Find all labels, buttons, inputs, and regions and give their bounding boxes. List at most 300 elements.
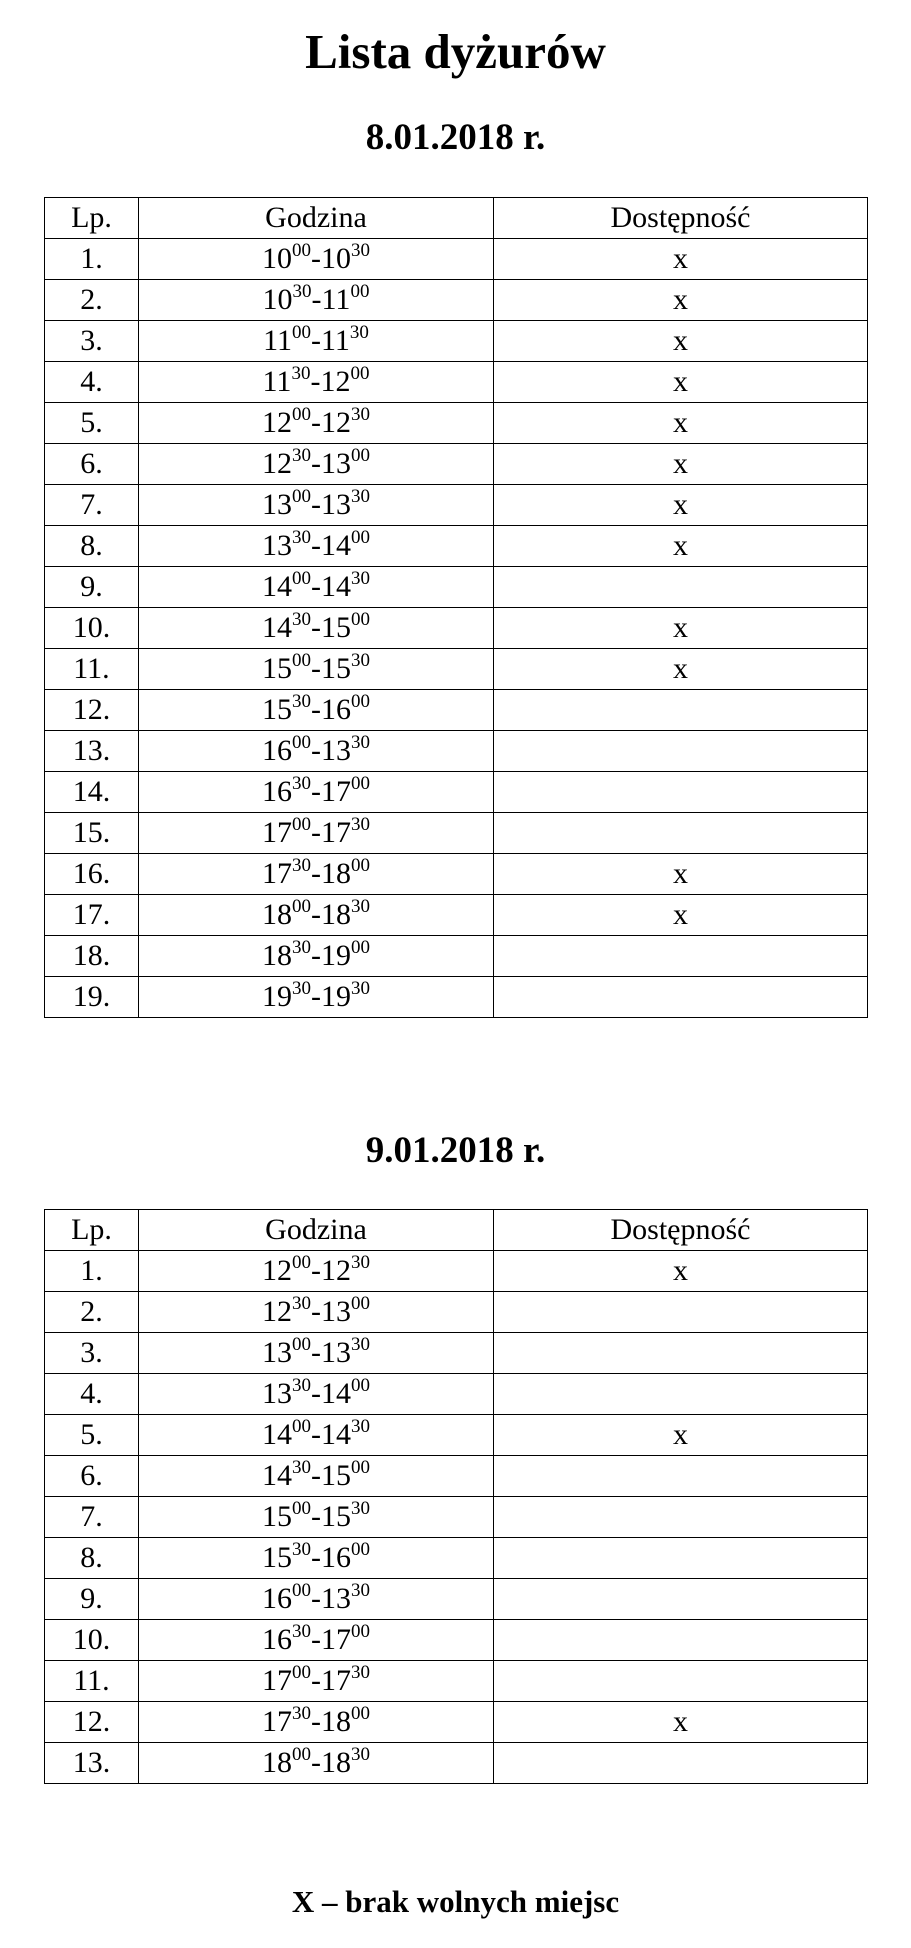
table-row [45,772,868,813]
range-dash: - [311,1459,321,1492]
range-dash: - [311,1664,321,1697]
end-minutes: 30 [351,1498,370,1519]
end-hour: 14 [321,529,351,562]
column-header-lp: Lp. [45,1210,139,1251]
end-minutes: 00 [351,527,370,548]
availability-mark: x [494,1415,868,1456]
range-dash: - [311,1582,321,1615]
end-hour: 11 [321,283,351,316]
start-hour: 14 [262,611,292,644]
end-minutes: 00 [351,1703,370,1724]
start-minutes: 30 [292,1293,311,1314]
end-hour: 19 [321,939,351,972]
row-number: 1. [45,1251,139,1292]
start-hour: 15 [262,693,292,726]
start-minutes: 30 [292,281,312,302]
time-slot [139,280,494,321]
time-slot [139,936,494,977]
start-hour: 12 [262,447,292,480]
row-number: 7. [45,1497,139,1538]
schedule-date: 9.01.2018 r. [365,1130,546,1171]
time-slot [139,1497,494,1538]
start-hour: 16 [262,734,292,767]
table-header-row [45,1210,868,1251]
availability-mark: x [494,239,868,280]
time-slot [139,1743,494,1784]
start-minutes: 30 [292,1621,311,1642]
start-minutes: 00 [292,322,311,343]
end-hour: 18 [321,898,351,931]
schedule-table [44,1209,868,1784]
availability-mark [494,1620,868,1661]
row-number: 12. [45,690,139,731]
table-row [45,1579,868,1620]
time-slot [139,526,494,567]
availability-mark [494,772,868,813]
table-row [45,403,868,444]
range-dash: - [311,447,321,480]
schedule-table [44,197,868,1018]
time-slot [139,403,494,444]
row-number: 11. [45,1661,139,1702]
start-minutes: 30 [292,527,311,548]
start-minutes: 30 [292,773,311,794]
end-minutes: 30 [349,322,369,343]
row-number: 8. [45,526,139,567]
column-header-availability: Dostępność [494,1210,868,1251]
start-hour: 14 [262,1418,292,1451]
end-hour: 16 [321,1541,351,1574]
start-minutes: 00 [292,1416,311,1437]
start-minutes: 00 [292,1744,311,1765]
table-row [45,1415,868,1456]
time-slot [139,567,494,608]
range-dash: - [311,1295,321,1328]
range-dash: - [311,1500,321,1533]
end-hour: 17 [321,775,351,808]
start-hour: 16 [262,775,292,808]
availability-mark: x [494,649,868,690]
table-row [45,1538,868,1579]
end-hour: 14 [321,570,351,603]
end-hour: 13 [321,488,351,521]
end-hour: 11 [321,324,350,357]
end-minutes: 00 [351,1457,370,1478]
time-slot [139,1538,494,1579]
start-minutes: 30 [292,1703,311,1724]
time-slot [139,239,494,280]
availability-mark [494,1743,868,1784]
start-minutes: 30 [291,363,311,384]
range-dash: - [311,570,321,603]
start-hour: 17 [262,1705,292,1738]
time-slot [139,444,494,485]
end-hour: 12 [321,1254,351,1287]
table-header-row [45,198,868,239]
range-dash: - [311,693,321,726]
start-minutes: 30 [292,978,311,999]
start-hour: 16 [262,1582,292,1615]
row-number: 9. [45,1579,139,1620]
start-minutes: 30 [292,1457,311,1478]
end-minutes: 00 [351,609,370,630]
end-hour: 17 [321,1623,351,1656]
availability-mark: x [494,403,868,444]
start-hour: 13 [262,488,292,521]
range-dash: - [310,365,321,398]
end-minutes: 30 [351,978,370,999]
row-number: 1. [45,239,139,280]
row-number: 5. [45,1415,139,1456]
start-minutes: 00 [292,650,311,671]
end-hour: 13 [321,1295,351,1328]
start-minutes: 00 [292,486,311,507]
range-dash: - [311,816,321,849]
availability-mark [494,813,868,854]
time-slot [139,1251,494,1292]
end-hour: 18 [321,1746,351,1779]
end-minutes: 30 [351,1252,370,1273]
availability-mark: x [494,362,868,403]
end-hour: 12 [321,406,351,439]
range-dash: - [311,406,321,439]
availability-mark [494,1579,868,1620]
row-number: 4. [45,1374,139,1415]
end-hour: 15 [321,652,351,685]
column-header-time: Godzina [139,1210,494,1251]
availability-mark: x [494,444,868,485]
end-minutes: 30 [351,1662,370,1683]
start-minutes: 30 [292,1375,311,1396]
end-hour: 14 [321,1418,351,1451]
end-minutes: 00 [351,1293,370,1314]
end-hour: 15 [321,1500,351,1533]
row-number: 2. [45,1292,139,1333]
availability-mark: x [494,1702,868,1743]
range-dash: - [311,652,321,685]
start-hour: 16 [262,1623,292,1656]
end-hour: 16 [321,693,351,726]
table-row [45,936,868,977]
row-number: 3. [45,1333,139,1374]
start-minutes: 00 [292,1662,311,1683]
end-hour: 13 [321,1582,351,1615]
page-title: Lista dyżurów [305,24,606,79]
time-slot [139,485,494,526]
start-minutes: 30 [292,445,311,466]
end-minutes: 30 [351,1334,370,1355]
time-slot [139,813,494,854]
time-slot [139,854,494,895]
end-minutes: 00 [351,1621,370,1642]
start-hour: 17 [262,816,292,849]
end-minutes: 00 [351,855,370,876]
time-slot [139,1661,494,1702]
availability-mark [494,567,868,608]
start-hour: 14 [262,570,292,603]
table-row [45,895,868,936]
start-minutes: 00 [292,1334,311,1355]
row-number: 18. [45,936,139,977]
start-minutes: 00 [292,1498,311,1519]
row-number: 10. [45,1620,139,1661]
start-hour: 17 [262,1664,292,1697]
end-hour: 12 [320,365,351,398]
table-row [45,1374,868,1415]
end-minutes: 00 [351,691,370,712]
table-row [45,731,868,772]
end-minutes: 30 [351,814,370,835]
column-header-availability: Dostępność [494,198,868,239]
availability-mark [494,1497,868,1538]
availability-mark: x [494,1251,868,1292]
range-dash: - [311,939,321,972]
time-slot [139,690,494,731]
availability-mark: x [494,895,868,936]
start-hour: 12 [262,1254,292,1287]
end-minutes: 30 [351,650,370,671]
end-minutes: 30 [351,486,370,507]
end-minutes: 30 [351,1580,370,1601]
availability-mark [494,1333,868,1374]
table-row [45,1292,868,1333]
start-hour: 13 [262,1377,292,1410]
availability-mark: x [494,854,868,895]
table-row [45,280,868,321]
range-dash: - [311,1418,321,1451]
end-hour: 13 [321,1336,351,1369]
time-slot [139,772,494,813]
end-minutes: 30 [351,404,370,425]
time-slot [139,1292,494,1333]
row-number: 4. [45,362,139,403]
table-row [45,854,868,895]
row-number: 9. [45,567,139,608]
time-slot [139,649,494,690]
range-dash: - [311,529,321,562]
table-row [45,362,868,403]
row-number: 16. [45,854,139,895]
start-minutes: 30 [292,691,311,712]
start-hour: 19 [262,980,292,1013]
start-minutes: 00 [292,732,311,753]
start-hour: 18 [262,898,292,931]
availability-mark: x [494,280,868,321]
availability-mark [494,1661,868,1702]
end-minutes: 00 [351,1539,370,1560]
table-row [45,1251,868,1292]
start-hour: 11 [263,324,292,357]
row-number: 2. [45,280,139,321]
row-number: 3. [45,321,139,362]
end-minutes: 30 [351,1416,370,1437]
end-hour: 15 [321,1459,351,1492]
start-minutes: 30 [292,937,311,958]
range-dash: - [311,324,321,357]
start-hour: 12 [262,1295,292,1328]
time-slot [139,895,494,936]
table-row [45,1456,868,1497]
time-slot [139,1620,494,1661]
start-minutes: 30 [292,1539,311,1560]
start-minutes: 00 [292,240,311,261]
availability-mark [494,731,868,772]
availability-mark [494,1456,868,1497]
end-hour: 18 [321,857,351,890]
range-dash: - [311,1623,321,1656]
start-hour: 15 [262,1541,292,1574]
row-number: 14. [45,772,139,813]
availability-mark: x [494,321,868,362]
time-slot [139,1374,494,1415]
start-minutes: 00 [292,814,311,835]
row-number: 19. [45,977,139,1018]
start-hour: 10 [262,283,293,316]
row-number: 17. [45,895,139,936]
range-dash: - [311,980,321,1013]
end-minutes: 00 [350,281,370,302]
start-hour: 17 [262,857,292,890]
time-slot [139,1456,494,1497]
row-number: 11. [45,649,139,690]
end-minutes: 30 [351,732,370,753]
table-row [45,444,868,485]
end-hour: 10 [321,242,351,275]
schedule-date: 8.01.2018 r. [365,117,546,158]
end-minutes: 00 [351,1375,370,1396]
range-dash: - [311,611,321,644]
range-dash: - [311,1541,321,1574]
start-minutes: 00 [292,896,311,917]
column-header-lp: Lp. [45,198,139,239]
table-row [45,321,868,362]
time-slot [139,977,494,1018]
table-row [45,1702,868,1743]
end-hour: 14 [321,1377,351,1410]
row-number: 8. [45,1538,139,1579]
availability-mark [494,1538,868,1579]
end-minutes: 30 [351,1744,370,1765]
table-row [45,813,868,854]
time-slot [139,1702,494,1743]
range-dash: - [311,1705,321,1738]
start-hour: 18 [262,1746,292,1779]
end-minutes: 30 [351,896,370,917]
start-minutes: 00 [292,568,311,589]
range-dash: - [311,734,321,767]
end-hour: 13 [321,734,351,767]
legend-note: X – brak wolnych miejsc [291,1884,620,1919]
availability-mark [494,936,868,977]
end-hour: 17 [321,1664,351,1697]
table-row [45,485,868,526]
row-number: 15. [45,813,139,854]
range-dash: - [311,283,322,316]
time-slot [139,608,494,649]
time-slot [139,1415,494,1456]
start-hour: 13 [262,529,292,562]
range-dash: - [311,857,321,890]
range-dash: - [311,1746,321,1779]
end-hour: 17 [321,816,351,849]
range-dash: - [311,488,321,521]
time-slot [139,362,494,403]
start-minutes: 00 [292,404,311,425]
table-row [45,608,868,649]
row-number: 6. [45,444,139,485]
end-hour: 15 [321,611,351,644]
row-number: 10. [45,608,139,649]
table-row [45,1497,868,1538]
availability-mark: x [494,608,868,649]
start-hour: 10 [262,242,292,275]
start-minutes: 00 [292,1252,311,1273]
start-hour: 11 [262,365,292,398]
start-minutes: 30 [292,609,311,630]
start-minutes: 30 [292,855,311,876]
end-minutes: 00 [351,445,370,466]
end-minutes: 00 [351,937,370,958]
column-header-time: Godzina [139,198,494,239]
availability-mark: x [494,485,868,526]
table-row [45,1743,868,1784]
end-hour: 13 [321,447,351,480]
range-dash: - [311,1336,321,1369]
range-dash: - [311,242,321,275]
start-hour: 18 [262,939,292,972]
row-number: 7. [45,485,139,526]
end-hour: 19 [321,980,351,1013]
start-hour: 15 [262,1500,292,1533]
start-hour: 14 [262,1459,292,1492]
row-number: 6. [45,1456,139,1497]
table-row [45,1661,868,1702]
start-hour: 12 [262,406,292,439]
end-minutes: 00 [351,773,370,794]
table-row [45,649,868,690]
availability-mark [494,977,868,1018]
range-dash: - [311,775,321,808]
table-row [45,1333,868,1374]
time-slot [139,1333,494,1374]
row-number: 5. [45,403,139,444]
availability-mark [494,1374,868,1415]
table-row [45,690,868,731]
range-dash: - [311,1254,321,1287]
table-row [45,567,868,608]
availability-mark [494,690,868,731]
start-hour: 13 [262,1336,292,1369]
start-hour: 15 [262,652,292,685]
time-slot [139,731,494,772]
range-dash: - [311,1377,321,1410]
availability-mark [494,1292,868,1333]
row-number: 13. [45,1743,139,1784]
range-dash: - [311,898,321,931]
table-row [45,1620,868,1661]
time-slot [139,1579,494,1620]
end-minutes: 30 [351,568,370,589]
table-row [45,977,868,1018]
table-row [45,239,868,280]
table-row [45,526,868,567]
end-minutes: 30 [351,240,370,261]
availability-mark: x [494,526,868,567]
row-number: 12. [45,1702,139,1743]
time-slot [139,321,494,362]
end-hour: 18 [321,1705,351,1738]
end-minutes: 00 [350,363,370,384]
